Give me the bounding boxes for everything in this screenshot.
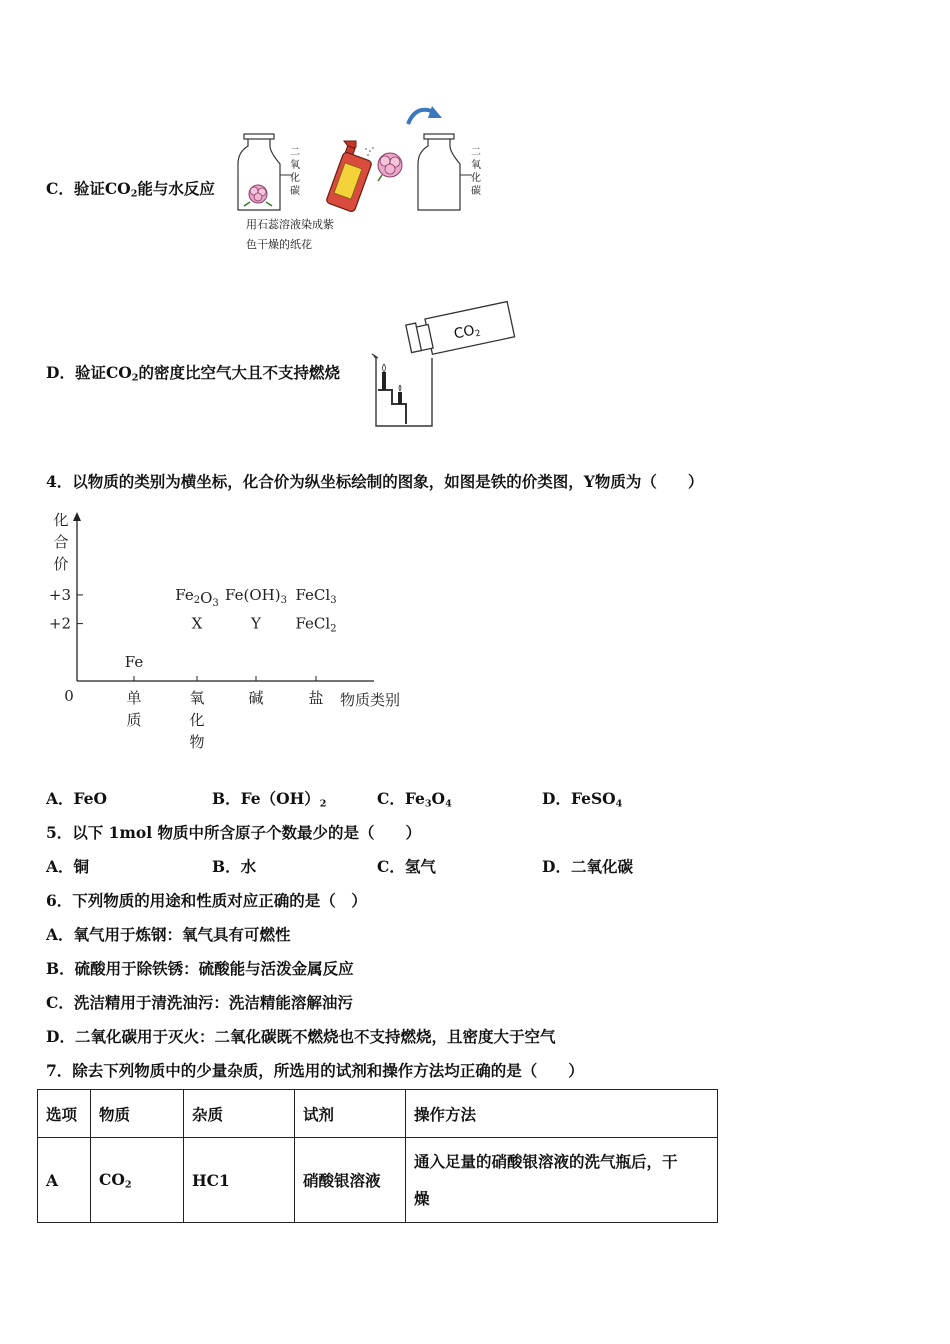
y-axis-arrow-icon xyxy=(73,512,81,521)
table-header-cell: 物质 xyxy=(91,1090,184,1138)
table-row xyxy=(38,1138,718,1223)
table-cell-option: A xyxy=(38,1138,91,1223)
y-tick-label: +3 xyxy=(48,585,71,604)
origin-label: 0 xyxy=(64,687,74,705)
table-header-cell: 试剂 xyxy=(295,1090,406,1138)
y-axis-label-char: 化 xyxy=(53,511,69,529)
q4-option-a: A．FeO xyxy=(46,789,108,808)
chart-point-label: Y xyxy=(251,614,261,633)
q6-stem: 6．下列物质的用途和性质对应正确的是（ ） xyxy=(46,891,367,910)
q7-stem: 7．除去下列物质中的少量杂质，所选用的试剂和操作方法均正确的是（ ） xyxy=(46,1061,584,1080)
table-header-cell: 操作方法 xyxy=(406,1090,718,1138)
x-tick-label-char: 碱 xyxy=(248,689,264,707)
candle-icon xyxy=(398,385,402,404)
caption-line-1: 用石蕊溶液染成紫 xyxy=(246,218,334,231)
transfer-arrow-icon xyxy=(402,102,450,132)
flower-icon xyxy=(244,185,272,206)
chart-point-label: $Fe_2O_3$ xyxy=(175,585,219,609)
x-tick-label-char: 物 xyxy=(189,733,205,751)
table-header-cell: 杂质 xyxy=(184,1090,295,1138)
iron-valence-chart xyxy=(44,505,424,760)
q5-stem: 5．以下 1mol 物质中所含原子个数最少的是（ ） xyxy=(46,823,421,842)
q3-option-c: C．验证$CO_2$能与水反应 xyxy=(46,179,215,200)
chart-point-label: $Fe(OH)_3$ xyxy=(225,585,287,606)
q6-option-b: B．硫酸用于除铁锈：硫酸能与活泼金属反应 xyxy=(46,959,354,978)
table-cell-method: 通入足量的硝酸银溶液的洗气瓶后，干 燥 xyxy=(406,1138,718,1223)
q4-option-c: C．$Fe_3O_4$ xyxy=(377,789,452,810)
jar-label-co2-right: 二 氧 化 碳 xyxy=(471,147,481,197)
q4-option-d: D．FeSO$_4$ xyxy=(542,789,623,810)
q6-option-a: A．氧气用于炼钢：氧气具有可燃性 xyxy=(46,925,291,944)
chart-point-label: FeCl$_2$ xyxy=(295,614,337,635)
q5-option-d: D．二氧化碳 xyxy=(542,857,633,876)
table-cell-impurity: HC1 xyxy=(184,1138,295,1223)
x-axis-label: 物质类别 xyxy=(340,691,401,709)
q3-option-d: D．验证$CO_2$的密度比空气大且不支持燃烧 xyxy=(46,363,340,384)
table-cell-substance: $CO_2$ xyxy=(91,1138,184,1223)
q4-option-b: B．$Fe(OH)_2$ xyxy=(212,789,327,810)
table-header-cell: 选项 xyxy=(38,1090,91,1138)
jar-label-co2-left: 二 氧 化 碳 xyxy=(290,147,300,197)
chart-point-label: FeCl$_3$ xyxy=(295,585,337,606)
x-tick-label-char: 单 xyxy=(126,689,142,707)
spray-bottle-icon xyxy=(326,141,372,213)
q5-option-c: C．氢气 xyxy=(377,857,436,876)
y-tick-label: +2 xyxy=(48,614,71,633)
y-axis-label-char: 价 xyxy=(53,555,69,573)
q5-option-b: B．水 xyxy=(212,857,257,876)
spray-bottle-illustration xyxy=(326,135,416,215)
q5-option-a: A．铜 xyxy=(46,857,90,876)
chart-point-label: X xyxy=(191,614,203,633)
y-axis-label-char: 合 xyxy=(53,533,69,551)
x-tick-label-char: 化 xyxy=(189,711,205,729)
table-cell-reagent: 硝酸银溶液 xyxy=(295,1138,406,1223)
q7-table xyxy=(37,1089,718,1223)
chart-point-label: Fe xyxy=(124,653,144,671)
candle-icon xyxy=(382,364,386,390)
x-tick-label-char: 盐 xyxy=(308,689,324,707)
caption-line-2: 色干燥的纸花 xyxy=(246,238,312,251)
q6-option-d: D．二氧化碳用于灭火：二氧化碳既不燃烧也不支持燃烧，且密度大于空气 xyxy=(46,1027,556,1046)
q6-option-c: C．洗洁精用于清洗油污：洗洁精能溶解油污 xyxy=(46,993,353,1012)
flower-icon xyxy=(378,153,402,181)
table-header-row xyxy=(38,1090,718,1138)
co2-bottle-label: $CO_2$ xyxy=(452,322,482,343)
x-tick-label-char: 质 xyxy=(126,711,142,729)
beaker-candles-illustration xyxy=(368,300,518,432)
q4-stem: 4．以物质的类别为横坐标，化合价为纵坐标绘制的图象，如图是铁的价类图，Y物质为（ ） xyxy=(46,472,704,491)
x-tick-label-char: 氧 xyxy=(189,689,205,707)
